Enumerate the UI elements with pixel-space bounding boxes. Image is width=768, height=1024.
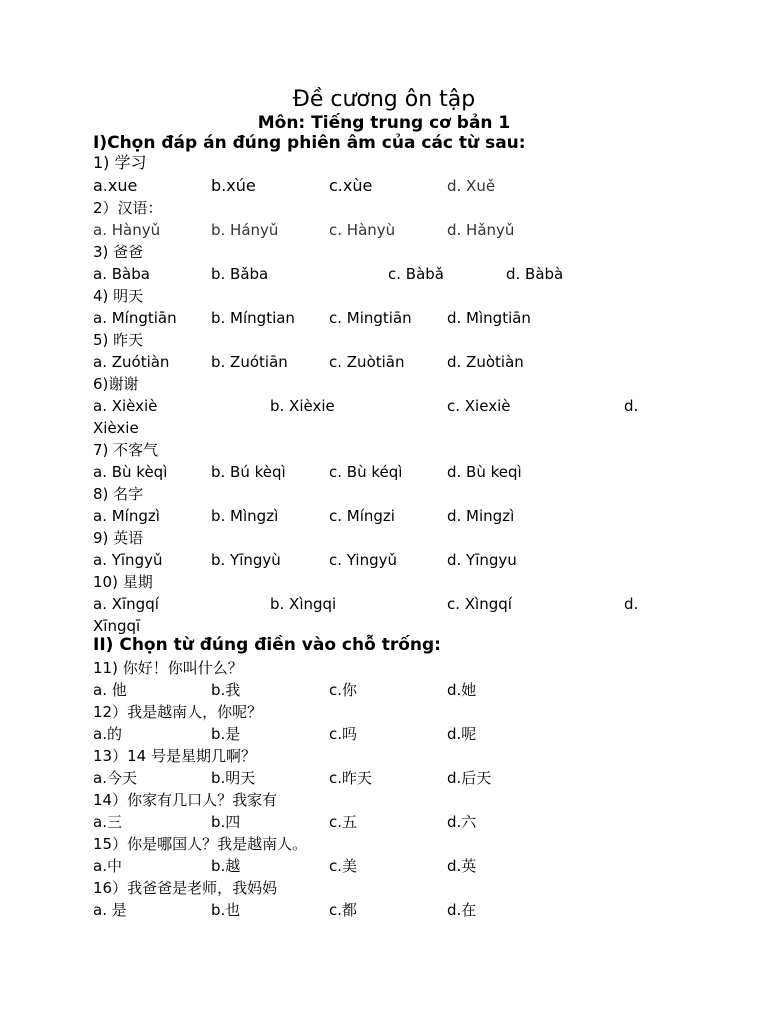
option-d: d.在	[447, 901, 477, 919]
option-d-continued: Xièxie	[93, 419, 139, 437]
option-c: c. Bàbǎ	[388, 265, 444, 283]
option-c: c.美	[329, 857, 358, 875]
option-d: d. Mìngtiān	[447, 309, 531, 327]
option-c: c. Míngzi	[329, 507, 395, 525]
option-c: c.昨天	[329, 769, 373, 787]
question-label: 7) 不客气	[93, 441, 159, 459]
option-a: a. 他	[93, 681, 127, 699]
question-label: 5) 昨天	[93, 331, 144, 349]
option-c: c. Yingyǔ	[329, 551, 397, 569]
option-d: d. Hǎnyǔ	[447, 221, 515, 239]
option-b: b. Xìngqi	[270, 595, 337, 613]
option-d: d. Bàbà	[506, 265, 564, 283]
option-c: c.都	[329, 901, 358, 919]
question-label: 16）我爸爸是老师，我妈妈	[93, 879, 278, 897]
option-a: a. Zuótiàn	[93, 353, 170, 371]
option-b: b. Yīngyù	[211, 551, 281, 569]
question-label: 10) 星期	[93, 573, 153, 591]
question-label: 3) 爸爸	[93, 243, 144, 261]
option-c: c. Mingtiān	[329, 309, 412, 327]
section2-heading: II) Chọn từ đúng điền vào chỗ trống:	[93, 635, 441, 655]
question-label: 6)谢谢	[93, 375, 139, 393]
option-a: a. Míngzì	[93, 507, 160, 525]
option-b: b. Bǎba	[211, 265, 269, 283]
question-label: 4) 明天	[93, 287, 144, 305]
question-label: 8) 名字	[93, 485, 144, 503]
section1-heading: I)Chọn đáp án đúng phiên âm của các từ sau:	[93, 133, 526, 153]
question-label: 11) 你好！你叫什么？	[93, 659, 243, 677]
option-b: b.四	[211, 813, 241, 831]
option-d: d.	[624, 595, 639, 613]
option-a: a. Xièxiè	[93, 397, 158, 415]
option-d: d. Bù keqì	[447, 463, 522, 481]
document-subtitle: Môn: Tiếng trung cơ bản 1	[257, 113, 511, 133]
option-b: b.xúe	[211, 176, 256, 195]
option-b: b.越	[211, 857, 241, 875]
question-label: 14）你家有几口人？我家有	[93, 791, 278, 809]
document-title: Đề cương ôn tập	[292, 87, 476, 112]
option-a: a.三	[93, 813, 122, 831]
option-c: c. Bù kéqì	[329, 463, 403, 481]
question-label: 9) 英语	[93, 529, 144, 547]
option-b: b. Míngtian	[211, 309, 295, 327]
option-b: b. Bú kèqì	[211, 463, 286, 481]
question-label: 13）14 号是星期几啊？	[93, 747, 256, 765]
option-c: c. Hànyù	[329, 221, 396, 239]
question-label: 2）汉语：	[93, 199, 163, 217]
option-d: d.英	[447, 857, 477, 875]
option-a: a.今天	[93, 769, 137, 787]
option-a: a. 是	[93, 901, 127, 919]
option-a: a. Yīngyǔ	[93, 551, 163, 569]
option-c: c.你	[329, 681, 358, 699]
option-c: c.xùe	[329, 176, 373, 195]
question-label: 12）我是越南人，你呢？	[93, 703, 263, 721]
option-d: d. Mingzì	[447, 507, 515, 525]
option-b: b. Mìngzì	[211, 507, 279, 525]
option-d: d.呢	[447, 725, 477, 743]
option-a: a. Míngtiān	[93, 309, 177, 327]
option-c: c.五	[329, 813, 358, 831]
option-c: c. Xiexiè	[447, 397, 511, 415]
option-a: a.xue	[93, 176, 138, 195]
option-d: d. Yīngyu	[447, 551, 517, 569]
question-label: 1) 学习	[93, 153, 147, 172]
option-a: a. Xīngqí	[93, 595, 159, 613]
option-b: b.我	[211, 681, 241, 699]
option-c: c. Xìngqí	[447, 595, 512, 613]
option-d: d.后天	[447, 769, 492, 787]
option-d: d.六	[447, 813, 477, 831]
option-b: b.明天	[211, 769, 256, 787]
option-c: c.吗	[329, 725, 358, 743]
option-a: a.的	[93, 725, 122, 743]
option-a: a. Bàba	[93, 265, 150, 283]
option-d: d. Zuòtiàn	[447, 353, 524, 371]
option-b: b. Hányǔ	[211, 221, 279, 239]
option-d: d.	[624, 397, 639, 415]
option-a: a. Hànyǔ	[93, 221, 161, 239]
option-c: c. Zuòtiān	[329, 353, 405, 371]
option-d-continued: Xīngqī	[93, 617, 141, 635]
option-a: a.中	[93, 857, 122, 875]
option-a: a. Bù kèqì	[93, 463, 168, 481]
option-b: b. Xièxie	[270, 397, 335, 415]
option-b: b.也	[211, 901, 241, 919]
question-label: 15）你是哪国人？我是越南人。	[93, 835, 308, 853]
option-d: d.她	[447, 681, 477, 699]
option-b: b.是	[211, 725, 241, 743]
option-b: b. Zuótiān	[211, 353, 288, 371]
option-d: d. Xuě	[447, 177, 496, 195]
